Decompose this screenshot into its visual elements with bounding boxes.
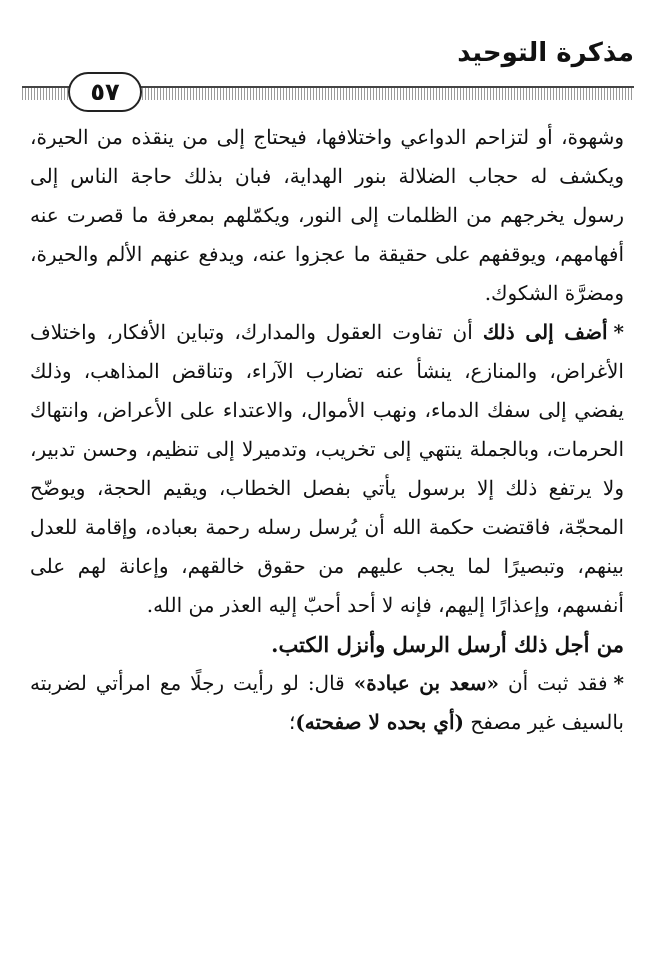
section-heading: من أجل ذلك أرسل الرسل وأنزل الكتب. — [271, 632, 624, 657]
page-number: ٥٧ — [68, 72, 142, 112]
body-text — [30, 118, 624, 742]
star-bullet: * — [613, 320, 624, 344]
star-bullet: * — [613, 671, 624, 695]
paragraph-3-part-a: فقد ثبت أن — [498, 671, 608, 695]
explanatory-note: (أي بحده لا صفحته) — [295, 710, 464, 734]
running-title: مذكرة التوحيد — [457, 38, 634, 68]
paragraph-3-end: ؛ — [288, 710, 296, 734]
paragraph-1: وشهوة، أو لتزاحم الدواعي واختلافها، فيحتاج إلى من ينقذه من الحيرة، ويكشف له حجاب الضلالة بنور الهداية، فبان بذلك حاجة الناس إلى رسول يخرجهم من الظلمات إلى النور، ويكمّلهم بمعرفة ما قصرت عنه أفهامهم، ويوقفهم على حقيقة ما عجزوا عنه، ويدفع عنهم الألم والحيرة، ومضرَّة الشكوك. — [30, 125, 624, 305]
paragraph-2 — [30, 313, 624, 625]
person-name: «سعد بن عبادة» — [353, 671, 499, 695]
paragraph-3-part-b: قال: لو رأيت رجلًا مع امرأتي لضربته بالسيف غير مصفح — [30, 671, 624, 734]
paragraph-2-lead: أضف إلى ذلك — [482, 320, 608, 344]
paragraph-3 — [30, 664, 624, 742]
page-header — [22, 38, 634, 108]
paragraph-2-body: أن تفاوت العقول والمدارك، وتباين الأفكار، واختلاف الأغراض، والمنازع، ينشأ عنه تضارب الآراء، وتناقض المذاهب، وذلك يفضي إلى سفك الدماء، ونهب الأموال، والاعتداء على الأعراض، وانتهاك الحرمات، وبالجملة ينتهي إلى تخريب، وتدميرلا إلى تنظيم، وحسن تدبير، ولا يرتفع ذلك إلا برسول يأتي بفصل الخطاب، ويقيم الحجة، ويوضّح المحجّة، فاقتضت حكمة الله أن يُرسل رسله رحمة بعباده، وإقامة للعدل بينهم، وتبصيرًا لما يجب عليهم من حقوق خالقهم، وإعانة لهم على أنفسهم، وإعذارًا إليهم، فإنه لا أحد أحبّ إليه العذر من الله. — [30, 320, 624, 617]
